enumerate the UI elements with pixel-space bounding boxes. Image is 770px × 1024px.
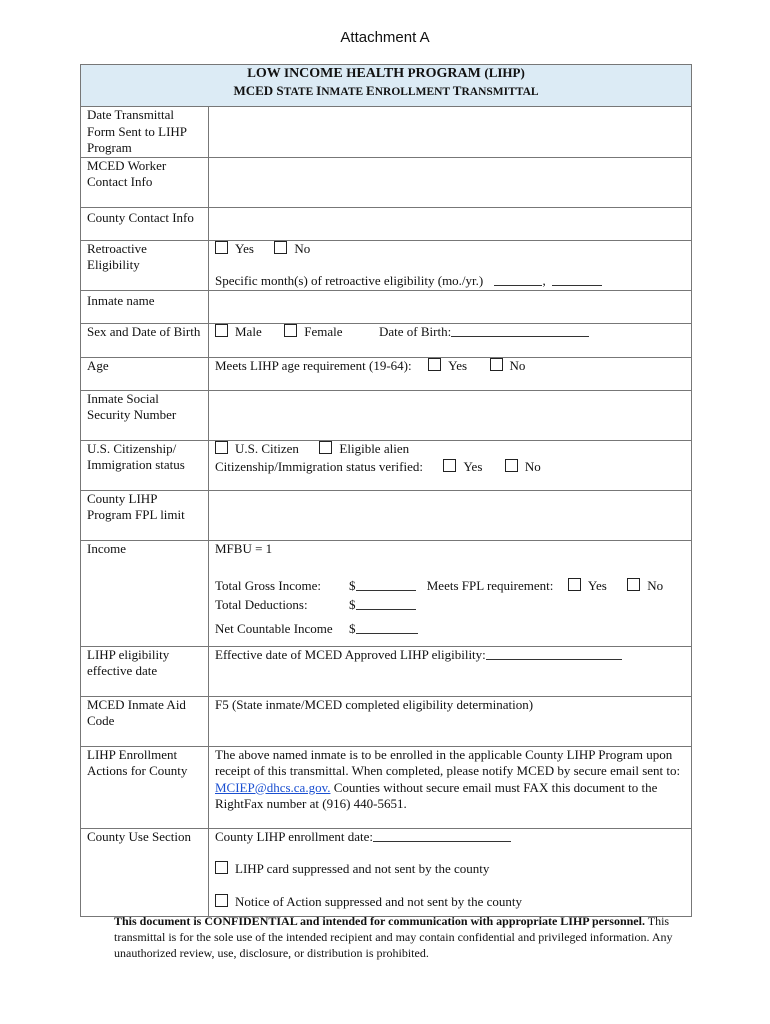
- verified-yes-label: Yes: [463, 459, 483, 474]
- retroactive-options: [215, 241, 685, 258]
- fpl-no-label: No: [647, 578, 664, 593]
- retro-no-label: No: [294, 240, 311, 256]
- deductions-label: Total Deductions:: [215, 596, 308, 612]
- us-citizen-label: U.S. Citizen: [235, 440, 299, 456]
- age-label: Age: [81, 357, 209, 390]
- county-use-field: [209, 828, 692, 916]
- sex-dob-field: [209, 323, 692, 357]
- enrollment-actions-text: The above named inmate is to be enrolled in the applicable County LIHP Program upon receipt of this transmittal. When completed, please notify MCED by secure email sent to: MCIEP@dhcs.ca.gov. Counties without secure email must FAX this document to the RightFax number at (916) 440-5651.: [209, 746, 692, 828]
- mfbu-text: MFBU = 1: [215, 540, 273, 556]
- citizenship-verified-line: [215, 459, 685, 476]
- retro-months-line: [215, 273, 685, 290]
- enrollment-date-line: [215, 829, 685, 846]
- card-suppressed-checkbox[interactable]: [215, 861, 228, 874]
- us-citizen-checkbox[interactable]: [215, 441, 228, 454]
- confidentiality-notice: [114, 913, 674, 961]
- confidential-rest-text: This transmittal is for the sole use of the intended recipient and may contain confidential and privileged information. Any unauthorized review, use, disclosure, or distribution is prohibited.: [114, 914, 673, 960]
- male-checkbox[interactable]: [215, 324, 228, 337]
- fpl-yes-label: Yes: [587, 578, 607, 593]
- income-field: [209, 540, 692, 646]
- gross-income-label: Total Gross Income:: [215, 578, 321, 593]
- income-label: Income: [81, 540, 209, 646]
- fpl-limit-field[interactable]: [209, 490, 692, 540]
- age-yes-checkbox[interactable]: [428, 358, 441, 371]
- dob-field[interactable]: [451, 325, 589, 337]
- aid-code-value: F5 (State inmate/MCED completed eligibility determination): [209, 696, 692, 746]
- effective-date-field: [209, 646, 692, 696]
- ssn-field[interactable]: [209, 390, 692, 440]
- mciep-email-link[interactable]: MCIEP@dhcs.ca.gov.: [215, 779, 331, 795]
- deductions-field[interactable]: [356, 598, 416, 610]
- net-income-field[interactable]: [356, 622, 418, 634]
- age-requirement-text: Meets LIHP age requirement (19-64):: [215, 357, 412, 373]
- dob-label: Date of Birth:: [378, 323, 452, 339]
- gross-income-field[interactable]: [356, 579, 416, 591]
- sex-dob-label: Sex and Date of Birth: [81, 323, 209, 357]
- retro-month-2-field[interactable]: [552, 274, 602, 286]
- county-contact-label: County Contact Info: [81, 207, 209, 240]
- effective-date-text: Effective date of MCED Approved LIHP eligibility:: [215, 646, 486, 662]
- citizenship-options: [215, 441, 685, 458]
- net-income-line: [215, 621, 685, 638]
- card-suppressed-line: [215, 861, 685, 878]
- verified-no-checkbox[interactable]: [505, 459, 518, 472]
- county-use-label: County Use Section: [81, 828, 209, 916]
- fpl-no-checkbox[interactable]: [627, 578, 640, 591]
- age-yes-label: Yes: [448, 357, 468, 373]
- date-transmittal-label: Date Transmittal Form Sent to LIHP Program: [81, 107, 209, 158]
- meets-fpl-text: Meets FPL requirement:: [426, 578, 554, 593]
- form-title: [81, 65, 692, 107]
- age-no-label: No: [509, 357, 526, 373]
- deductions-line: [215, 597, 685, 614]
- female-label: Female: [304, 323, 343, 339]
- inmate-name-label: Inmate name: [81, 290, 209, 323]
- age-no-checkbox[interactable]: [490, 358, 503, 371]
- verified-text: Citizenship/Immigration status verified:: [215, 459, 423, 474]
- deductions-dollar: $: [349, 596, 356, 612]
- retro-no-checkbox[interactable]: [274, 241, 287, 254]
- ssn-label: Inmate Social Security Number: [81, 390, 209, 440]
- net-income-label: Net Countable Income: [215, 621, 333, 636]
- retro-months-label: Specific month(s) of retroactive eligibility (mo./yr.): [215, 273, 484, 288]
- confidential-bold-text: This document is CONFIDENTIAL and intended for communication with appropriate LIHP personnel.: [114, 914, 645, 928]
- gross-dollar: $: [349, 578, 356, 593]
- attachment-label: Attachment A: [340, 29, 430, 46]
- effective-date-input[interactable]: [486, 648, 622, 660]
- age-field: [209, 357, 692, 390]
- notice-suppressed-line: [215, 894, 685, 911]
- retro-yes-label: Yes: [235, 240, 254, 256]
- title-line-2: MCED STATE INMATE ENROLLMENT TRANSMITTAL: [233, 82, 539, 98]
- aid-code-label: MCED Inmate Aid Code: [81, 696, 209, 746]
- gross-income-line: [215, 578, 685, 595]
- title-line-1: LOW INCOME HEALTH PROGRAM (LIHP): [247, 65, 525, 81]
- net-dollar: $: [349, 621, 356, 636]
- fpl-limit-label: County LIHP Program FPL limit: [81, 490, 209, 540]
- female-checkbox[interactable]: [284, 324, 297, 337]
- enrollment-date-field[interactable]: [373, 830, 511, 842]
- mced-worker-label: MCED Worker Contact Info: [81, 157, 209, 207]
- date-transmittal-field[interactable]: [209, 107, 692, 158]
- notice-suppressed-checkbox[interactable]: [215, 894, 228, 907]
- enrollment-date-label: County LIHP enrollment date:: [215, 828, 374, 844]
- eligible-alien-checkbox[interactable]: [319, 441, 332, 454]
- citizenship-field: [209, 440, 692, 490]
- transmittal-form-table: [80, 64, 692, 917]
- notice-suppressed-label: Notice of Action suppressed and not sent by the county: [235, 893, 523, 909]
- inmate-name-field[interactable]: [209, 290, 692, 323]
- verified-no-label: No: [524, 459, 541, 474]
- citizenship-label: U.S. Citizenship/ Immigration status: [81, 440, 209, 490]
- retroactive-field: [209, 240, 692, 290]
- retro-yes-checkbox[interactable]: [215, 241, 228, 254]
- fpl-yes-checkbox[interactable]: [568, 578, 581, 591]
- eligible-alien-label: Eligible alien: [339, 440, 410, 456]
- retro-month-1-field[interactable]: [494, 274, 542, 286]
- effective-date-label: LIHP eligibility effective date: [81, 646, 209, 696]
- county-contact-field[interactable]: [209, 207, 692, 240]
- mced-worker-field[interactable]: [209, 157, 692, 207]
- enrollment-actions-label: LIHP Enrollment Actions for County: [81, 746, 209, 828]
- male-label: Male: [235, 323, 262, 339]
- retro-sep: ,: [542, 273, 546, 288]
- retroactive-label: Retroactive Eligibility: [81, 240, 209, 290]
- verified-yes-checkbox[interactable]: [443, 459, 456, 472]
- card-suppressed-label: LIHP card suppressed and not sent by the county: [235, 861, 490, 876]
